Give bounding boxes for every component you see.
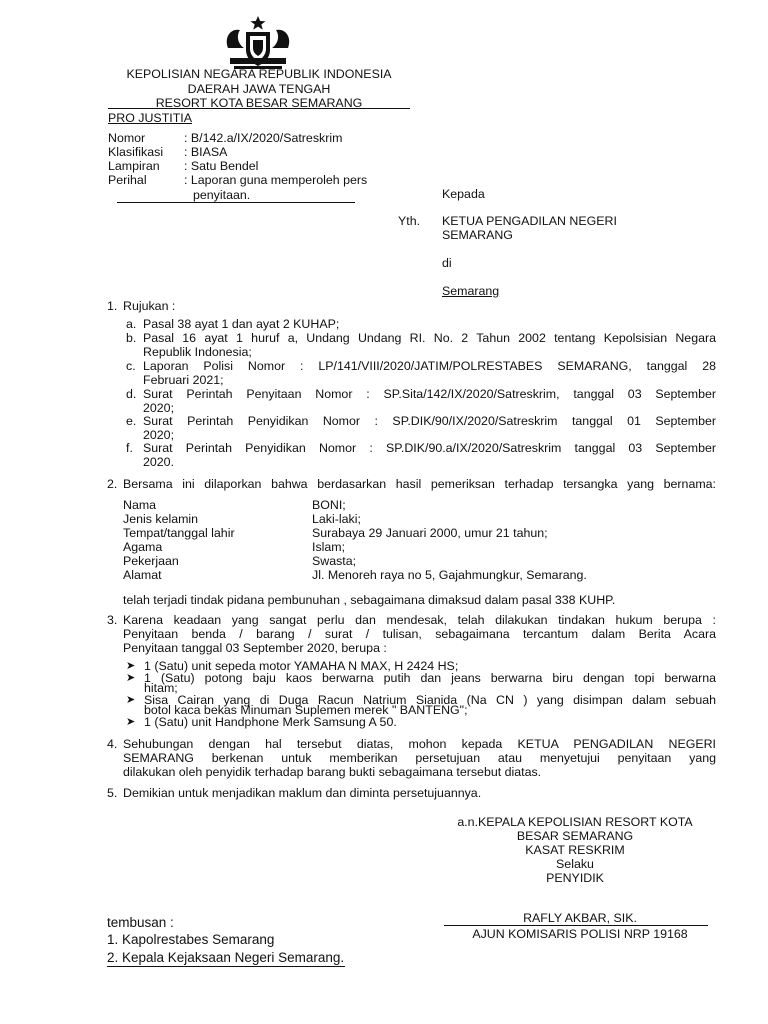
section-4-line-3: dilakukan oleh penyidik terhadap barang bukti sebagaimana tersebut diatas. (123, 765, 542, 779)
section-4-line-1: Sehubungan dengan hal tersebut diatas, mohon kepada KETUA PENGADILAN NEGERI (123, 737, 716, 751)
meta-label-klasifikasi: Klasifikasi (108, 145, 164, 159)
signatory-rank: AJUN KOMISARIS POLISI NRP 19168 (472, 927, 688, 941)
field-value-pekerjaan: Swasta; (312, 554, 357, 568)
rujukan-letter-f: f. (126, 441, 133, 455)
field-value-agama: Islam; (312, 540, 346, 554)
evidence-item: ➤ 1 (Satu) unit Handphone Merk Samsung A 50. (126, 715, 397, 729)
rujukan-letter-a: a. (126, 317, 137, 331)
signatory-name: RAFLY AKBAR, SIK. (523, 911, 637, 925)
kepada-label: Kepada (442, 187, 485, 201)
field-value-alamat: Jl. Menoreh raya no 5, Gajahmungkur, Semarang. (312, 568, 587, 582)
field-label-pekerjaan: Pekerjaan (123, 554, 179, 568)
field-label-jenis-kelamin: Jenis kelamin (123, 512, 199, 526)
meta-value-lampiran: : Satu Bendel (184, 159, 259, 173)
arrow-bullet-icon: ➤ (126, 694, 136, 706)
addressee-name-line-2: SEMARANG (442, 228, 513, 242)
section-1-title: Rujukan : (123, 299, 176, 313)
arrow-bullet-icon: ➤ (126, 660, 136, 672)
section-1-number: 1. (107, 299, 118, 313)
rujukan-f-line-1: Surat Perintah Penyidikan Nomor : SP.DIK/90.a/IX/2020/Satreskrim tanggal 03 September (143, 441, 716, 455)
pro-justitia: PRO JUSTITIA (108, 111, 192, 125)
section-3-line-2: Penyitaan benda / barang / surat / tulisan, sebagaimana tercantum dalam Berita Acara (123, 627, 716, 641)
tembusan-item-2: 2. Kepala Kejaksaan Negeri Semarang. (107, 950, 345, 965)
addressee-place: Semarang (442, 284, 500, 298)
section-4-line-2: SEMARANG berkenan untuk memberikan persetujuan atau menyetujui penyitaan yang (123, 751, 716, 765)
meta-label-lampiran: Lampiran (108, 159, 160, 173)
section-2-intro: Bersama ini dilaporkan bahwa berdasarkan hasil pemeriksan terhadap tersangka yang bernama: (123, 477, 716, 491)
field-value-nama: BONI; (312, 498, 346, 512)
evidence-item: ➤ Sisa Cairan yang di Duga Racun Natrium Sianida (Na CN ) yang disimpan dalam sebuah (126, 693, 716, 707)
meta-block (108, 131, 386, 189)
rujukan-e-line-1: Surat Perintah Penyidikan Nomor : SP.DIK/90/IX/2020/Satreskrim tanggal 01 September (143, 414, 716, 428)
section-5-text: Demikian untuk menjadikan maklum dan diminta persetujuannya. (123, 786, 482, 800)
arrow-bullet-icon: ➤ (126, 672, 136, 684)
rujukan-f-line-2: 2020. (143, 455, 175, 469)
arrow-bullet-icon: ➤ (126, 716, 136, 728)
rujukan-b-line-1: Pasal 16 ayat 1 huruf a, Undang Undang RI. No. 2 Tahun 2002 tentang Kepolsisian Negara (143, 331, 716, 345)
rujukan-c-line-1: Laporan Polisi Nomor : LP/141/VIII/2020/JATIM/POLRESTABES SEMARANG, tanggal 28 (143, 359, 716, 373)
meta-value-perihal: : Laporan guna memperoleh pers (184, 173, 368, 187)
rujukan-d-line-2: 2020; (143, 401, 175, 415)
yth-label: Yth. (398, 214, 421, 228)
rujukan-d-line-1: Surat Perintah Penyitaan Nomor : SP.Sita/142/IX/2020/Satreskrim, tanggal 03 September (143, 387, 716, 401)
signature-line-1: a.n.KEPALA KEPOLISIAN RESORT KOTA (457, 815, 693, 829)
signature-line-4: Selaku (556, 857, 594, 871)
section-3-number: 3. (107, 613, 118, 627)
evidence-item-2-cont: hitam; (144, 681, 178, 695)
tembusan-underline (107, 966, 345, 967)
rujukan-a-line-1: Pasal 38 ayat 1 dan ayat 2 KUHAP; (143, 317, 340, 331)
section-4-number: 4. (107, 737, 118, 751)
perihal-continuation: penyitaan. (193, 188, 251, 202)
evidence-item: ➤ 1 (Satu) unit sepeda motor YAMAHA N MAX, H 2424 HS; (126, 659, 459, 673)
tembusan-title: tembusan : (107, 915, 174, 930)
signature-line-2: BESAR SEMARANG (516, 829, 634, 843)
section-2-number: 2. (107, 477, 118, 491)
meta-label-perihal: Perihal (108, 173, 147, 187)
evidence-item: ➤ 1 (Satu) potong baju kaos berwarna putih dan jeans berwarna biru dengan topi berwarna (126, 671, 716, 685)
meta-value-klasifikasi: : BIASA (184, 145, 228, 159)
header-line-3: RESORT KOTA BESAR SEMARANG (155, 96, 363, 110)
header-line-2: DAERAH JAWA TENGAH (187, 82, 331, 96)
signature-line-3: KASAT RESKRIM (525, 843, 625, 857)
evidence-item-3-cont: botol kaca bekas Minuman Suplemen merek " BANTENG"; (144, 703, 468, 717)
di-label: di (442, 256, 452, 270)
police-emblem-logo (222, 14, 294, 70)
header-underline (108, 108, 410, 109)
header-line-1: KEPOLISIAN NEGARA REPUBLIK INDONESIA (126, 67, 392, 81)
rujukan-e-line-2: 2020; (143, 428, 175, 442)
section-5-number: 5. (107, 786, 118, 800)
field-label-alamat: Alamat (123, 568, 162, 582)
rujukan-letter-c: c. (126, 359, 136, 373)
rujukan-b-line-2: Republik Indonesia; (143, 345, 252, 359)
section-3-line-3: Penyitaan tanggal 03 September 2020, berupa : (123, 641, 387, 655)
rujukan-letter-d: d. (126, 387, 137, 401)
field-label-agama: Agama (123, 540, 163, 554)
section-2-closing: telah terjadi tindak pidana pembunuhan , sebagaimana dimaksud dalam pasal 338 KUHP. (123, 593, 616, 607)
tembusan-item-1: 1. Kapolrestabes Semarang (107, 932, 275, 947)
meta-label-nomor: Nomor (108, 131, 146, 145)
field-label-ttl: Tempat/tanggal lahir (123, 526, 235, 540)
section-3-line-1: Karena keadaan yang sangat perlu dan mendesak, telah dilakukan tindakan hukum berupa : (123, 613, 716, 627)
addressee-name-line-1: KETUA PENGADILAN NEGERI (442, 214, 617, 228)
signature-underline (444, 925, 708, 926)
rujukan-letter-b: b. (126, 331, 137, 345)
rujukan-c-line-2: Februari 2021; (143, 373, 224, 387)
field-value-ttl: Surabaya 29 Januari 2000, umur 21 tahun; (312, 526, 548, 540)
signature-line-5: PENYIDIK (546, 871, 604, 885)
meta-value-nomor: : B/142.a/IX/2020/Satreskrim (184, 131, 343, 145)
rujukan-letter-e: e. (126, 414, 137, 428)
perihal-underline (117, 202, 355, 203)
field-label-nama: Nama (123, 498, 157, 512)
field-value-jenis-kelamin: Laki-laki; (312, 512, 361, 526)
